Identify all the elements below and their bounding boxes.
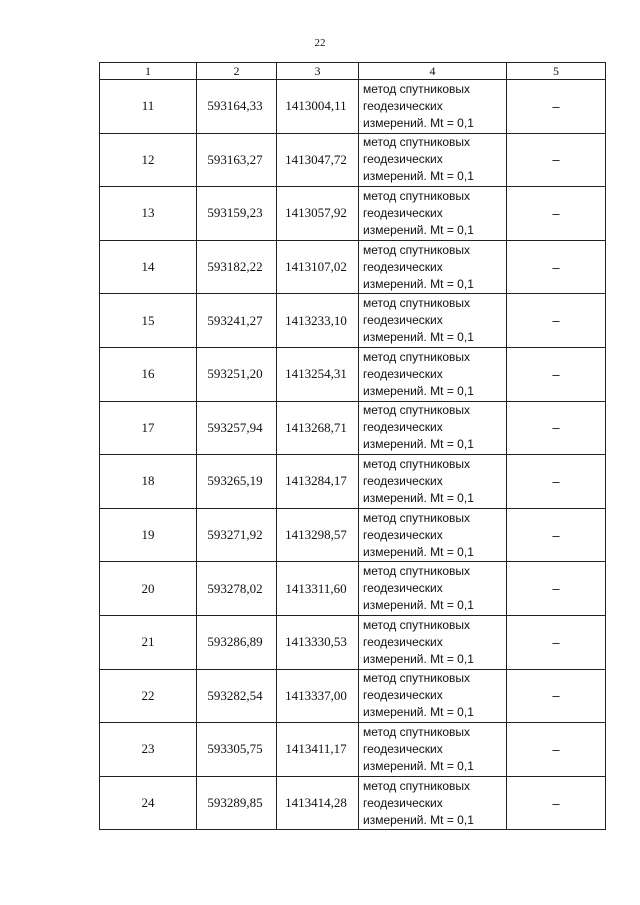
method-cell <box>359 455 507 509</box>
method-line-2: геодезических <box>363 98 443 113</box>
description-cell: – <box>507 508 606 562</box>
table-row <box>100 669 606 723</box>
x-coordinate-cell: 593286,89 <box>197 615 277 669</box>
point-number-cell: 14 <box>100 240 197 294</box>
x-coordinate-cell: 593305,75 <box>197 723 277 777</box>
table-row <box>100 615 606 669</box>
table-row <box>100 401 606 455</box>
method-line-2: геодезических <box>363 634 443 649</box>
y-coordinate-cell: 1413254,31 <box>277 347 359 401</box>
method-line-3: измерений. Mt = 0,1 <box>363 812 474 827</box>
y-coordinate-cell: 1413004,11 <box>277 80 359 134</box>
method-cell <box>359 508 507 562</box>
y-coordinate-cell: 1413337,00 <box>277 669 359 723</box>
x-coordinate-cell: 593159,23 <box>197 187 277 241</box>
method-line-1: метод спутниковых <box>363 564 471 579</box>
method-line-1: метод спутниковых <box>363 724 471 739</box>
point-number-cell: 23 <box>100 723 197 777</box>
description-cell: – <box>507 133 606 187</box>
description-cell: – <box>507 401 606 455</box>
table-row <box>100 133 606 187</box>
table-row <box>100 347 606 401</box>
method-cell <box>359 562 507 616</box>
method-cell <box>359 776 507 830</box>
method-line-2: геодезических <box>363 527 443 542</box>
table-body <box>100 80 606 830</box>
method-line-2: геодезических <box>363 259 443 274</box>
description-cell: – <box>507 562 606 616</box>
method-line-1: метод спутниковых <box>363 296 471 311</box>
y-coordinate-cell: 1413330,53 <box>277 615 359 669</box>
method-line-3: измерений. Mt = 0,1 <box>363 544 474 559</box>
method-line-2: геодезических <box>363 205 443 220</box>
point-number-cell: 12 <box>100 133 197 187</box>
table-row <box>100 508 606 562</box>
y-coordinate-cell: 1413107,02 <box>277 240 359 294</box>
method-line-3: измерений. Mt = 0,1 <box>363 115 474 130</box>
x-coordinate-cell: 593241,27 <box>197 294 277 348</box>
table-header-row <box>100 63 606 80</box>
method-cell <box>359 669 507 723</box>
x-coordinate-cell: 593164,33 <box>197 80 277 134</box>
column-header-4: 4 <box>359 63 507 80</box>
point-number-cell: 22 <box>100 669 197 723</box>
method-line-1: метод спутниковых <box>363 403 471 418</box>
method-line-3: измерений. Mt = 0,1 <box>363 222 474 237</box>
description-cell: – <box>507 240 606 294</box>
method-cell <box>359 187 507 241</box>
method-line-3: измерений. Mt = 0,1 <box>363 490 474 505</box>
method-line-1: метод спутниковых <box>363 617 471 632</box>
method-cell <box>359 401 507 455</box>
method-line-1: метод спутниковых <box>363 456 471 471</box>
point-number-cell: 13 <box>100 187 197 241</box>
point-number-cell: 15 <box>100 294 197 348</box>
table-row <box>100 187 606 241</box>
point-number-cell: 21 <box>100 615 197 669</box>
column-header-3: 3 <box>277 63 359 80</box>
method-line-2: геодезических <box>363 313 443 328</box>
method-line-3: измерений. Mt = 0,1 <box>363 169 474 184</box>
y-coordinate-cell: 1413284,17 <box>277 455 359 509</box>
method-line-1: метод спутниковых <box>363 188 471 203</box>
table-row <box>100 294 606 348</box>
method-line-1: метод спутниковых <box>363 135 471 150</box>
point-number-cell: 11 <box>100 80 197 134</box>
method-cell <box>359 240 507 294</box>
table-row <box>100 240 606 294</box>
method-line-3: измерений. Mt = 0,1 <box>363 383 474 398</box>
description-cell: – <box>507 80 606 134</box>
method-line-1: метод спутниковых <box>363 778 471 793</box>
method-cell <box>359 615 507 669</box>
x-coordinate-cell: 593278,02 <box>197 562 277 616</box>
y-coordinate-cell: 1413298,57 <box>277 508 359 562</box>
x-coordinate-cell: 593265,19 <box>197 455 277 509</box>
y-coordinate-cell: 1413268,71 <box>277 401 359 455</box>
table-row <box>100 455 606 509</box>
description-cell: – <box>507 455 606 509</box>
description-cell: – <box>507 723 606 777</box>
method-line-1: метод спутниковых <box>363 671 471 686</box>
point-number-cell: 18 <box>100 455 197 509</box>
table-row <box>100 776 606 830</box>
point-number-cell: 17 <box>100 401 197 455</box>
description-cell: – <box>507 187 606 241</box>
description-cell: – <box>507 615 606 669</box>
method-line-3: измерений. Mt = 0,1 <box>363 705 474 720</box>
method-line-1: метод спутниковых <box>363 242 471 257</box>
x-coordinate-cell: 593271,92 <box>197 508 277 562</box>
method-line-2: геодезических <box>363 473 443 488</box>
table-row <box>100 562 606 616</box>
method-line-2: геодезических <box>363 420 443 435</box>
description-cell: – <box>507 776 606 830</box>
x-coordinate-cell: 593182,22 <box>197 240 277 294</box>
method-line-3: измерений. Mt = 0,1 <box>363 598 474 613</box>
page-number: 22 <box>314 37 326 49</box>
y-coordinate-cell: 1413233,10 <box>277 294 359 348</box>
method-line-1: метод спутниковых <box>363 81 471 96</box>
method-line-3: измерений. Mt = 0,1 <box>363 758 474 773</box>
coordinates-table <box>99 62 606 830</box>
x-coordinate-cell: 593282,54 <box>197 669 277 723</box>
method-cell <box>359 80 507 134</box>
point-number-cell: 24 <box>100 776 197 830</box>
method-line-2: геодезических <box>363 581 443 596</box>
description-cell: – <box>507 294 606 348</box>
y-coordinate-cell: 1413414,28 <box>277 776 359 830</box>
method-line-1: метод спутниковых <box>363 510 471 525</box>
column-header-1: 1 <box>100 63 197 80</box>
method-line-2: геодезических <box>363 366 443 381</box>
x-coordinate-cell: 593251,20 <box>197 347 277 401</box>
x-coordinate-cell: 593163,27 <box>197 133 277 187</box>
y-coordinate-cell: 1413057,92 <box>277 187 359 241</box>
y-coordinate-cell: 1413311,60 <box>277 562 359 616</box>
point-number-cell: 20 <box>100 562 197 616</box>
method-cell <box>359 294 507 348</box>
method-line-3: измерений. Mt = 0,1 <box>363 276 474 291</box>
x-coordinate-cell: 593289,85 <box>197 776 277 830</box>
y-coordinate-cell: 1413411,17 <box>277 723 359 777</box>
method-line-2: геодезических <box>363 152 443 167</box>
method-cell <box>359 133 507 187</box>
column-header-5: 5 <box>507 63 606 80</box>
y-coordinate-cell: 1413047,72 <box>277 133 359 187</box>
method-line-2: геодезических <box>363 795 443 810</box>
method-cell <box>359 723 507 777</box>
table-row <box>100 80 606 134</box>
method-line-3: измерений. Mt = 0,1 <box>363 330 474 345</box>
method-line-3: измерений. Mt = 0,1 <box>363 437 474 452</box>
point-number-cell: 19 <box>100 508 197 562</box>
method-line-3: измерений. Mt = 0,1 <box>363 651 474 666</box>
point-number-cell: 16 <box>100 347 197 401</box>
column-header-2: 2 <box>197 63 277 80</box>
method-line-1: метод спутниковых <box>363 349 471 364</box>
x-coordinate-cell: 593257,94 <box>197 401 277 455</box>
method-line-2: геодезических <box>363 688 443 703</box>
table-row <box>100 723 606 777</box>
description-cell: – <box>507 347 606 401</box>
method-line-2: геодезических <box>363 741 443 756</box>
description-cell: – <box>507 669 606 723</box>
method-cell <box>359 347 507 401</box>
